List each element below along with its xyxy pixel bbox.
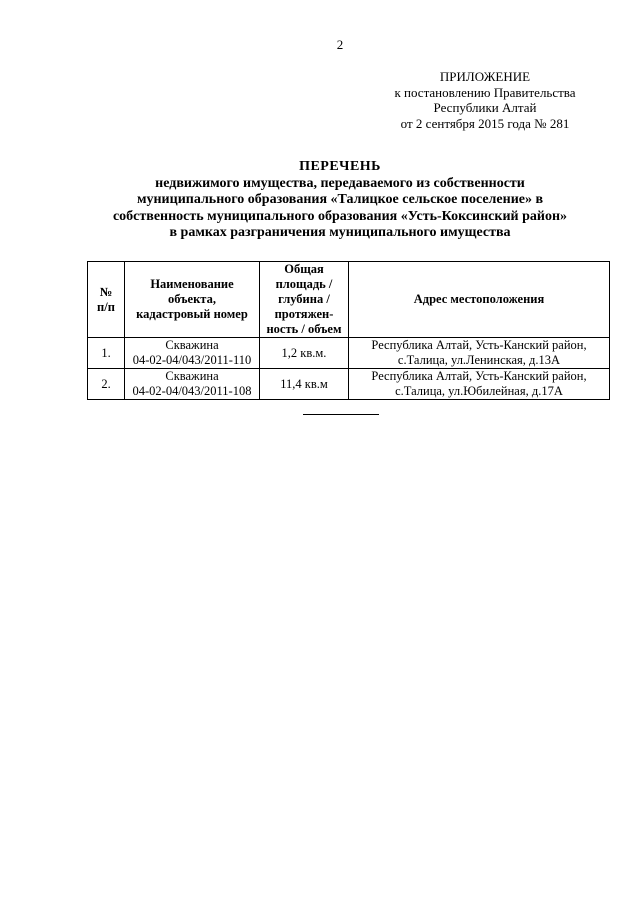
heading-line: муниципального образования «Талицкое сельское поселение» в: [136, 192, 544, 207]
row-name: Скважина 04-02-04/043/2011-108: [125, 369, 260, 400]
heading-line: собственность муниципального образования «Усть-Коксинский район»: [112, 208, 568, 224]
table-row: [88, 369, 610, 400]
table-header-row: [88, 262, 610, 338]
row-num: 1.: [88, 338, 125, 369]
header-num: № п/п: [88, 262, 125, 338]
row-area: 1,2 кв.м.: [260, 338, 349, 369]
header-address: Адрес местоположения: [349, 262, 610, 338]
row-num: 2.: [88, 369, 125, 400]
end-rule-divider: [303, 414, 379, 415]
appendix-line-decree: к постановлению Правительства: [394, 84, 576, 100]
document-heading: [0, 159, 640, 242]
appendix-label: ПРИЛОЖЕНИЕ: [439, 69, 531, 84]
row-address: Республика Алтай, Усть-Канский район, с.Талица, ул.Юбилейная, д.17А: [349, 369, 610, 400]
row-address: Республика Алтай, Усть-Канский район, с.Талица, ул.Ленинская, д.13А: [349, 338, 610, 369]
heading-title: ПЕРЕЧЕНЬ: [299, 159, 381, 174]
appendix-line-date: от 2 сентября 2015 года № 281: [400, 115, 570, 131]
row-area: 11,4 кв.м: [260, 369, 349, 400]
row-name: Скважина 04-02-04/043/2011-110: [125, 338, 260, 369]
appendix-line-republic: Республики Алтай: [433, 100, 537, 115]
appendix-block: [380, 69, 590, 131]
header-name: Наименование объекта, кадастровый номер: [125, 262, 260, 338]
page-number: 2: [336, 37, 344, 52]
table-row: [88, 338, 610, 369]
heading-line: в рамках разграничения муниципального имущества: [169, 225, 511, 240]
header-area: Общая площадь / глубина / протяжен- ность / объем: [260, 262, 349, 338]
property-table: [87, 261, 610, 400]
heading-line: недвижимого имущества, передаваемого из собственности: [155, 175, 525, 191]
